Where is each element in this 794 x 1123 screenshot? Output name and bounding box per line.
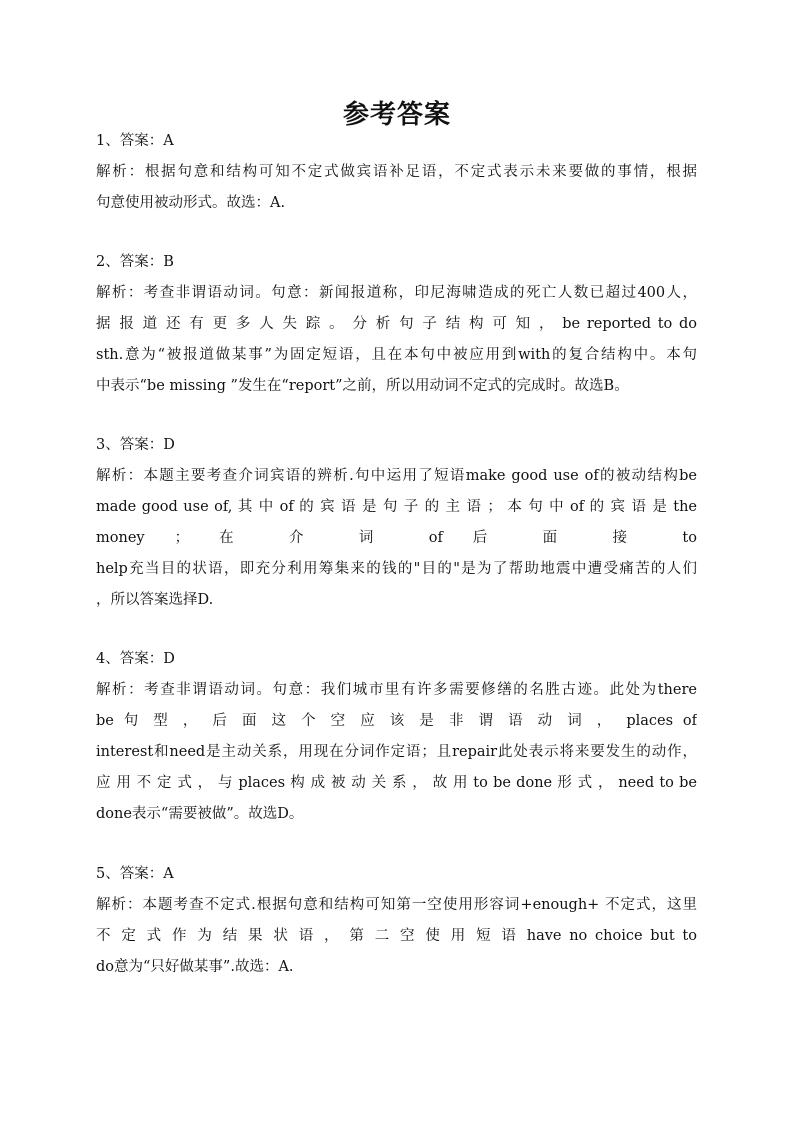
analysis-2-line-4: 中表示“be missing ”发生在“report”之前，所以用动词不定式的完成时。故选B。	[96, 378, 629, 394]
analysis-1-line-1: 解析：根据句意和结构可知不定式做宾语补足语，不定式表示未来要做的事情，根据	[96, 164, 697, 180]
analysis-3-line-1: 解析：本题主要考查介词宾语的辨析.句中运用了短语make good use of的被动结构be	[96, 468, 697, 484]
analysis-1-line-2: 句意使用被动形式。故选：A.	[96, 195, 286, 211]
analysis-3-line-4: help充当目的状语，即充分利用筹集来的钱的"目的"是为了帮助地震中遭受痛苦的人们	[96, 561, 697, 577]
analysis-4-line-2: be 句 型 ， 后 面 这 个 空 应 该 是 非 谓 语 动 词 ， places of	[96, 713, 697, 729]
analysis-3-line-3: money ； 在 介 词 of 后 面 接 to	[96, 530, 697, 546]
analysis-3-line-2: made good use of, 其 中 of 的 宾 语 是 句 子 的 主 语 ； 本 句 中 of 的 宾 语 是 the	[96, 499, 697, 515]
answer-5: 5、答案：A	[96, 866, 174, 882]
analysis-4-line-5: done表示“需要被做”。故选D。	[96, 806, 304, 822]
analysis-2-line-2: 据 报 道 还 有 更 多 人 失 踪 。 分 析 句 子 结 构 可 知 ， be reported to do	[96, 316, 697, 332]
analysis-3-line-5: ，所以答案选择D.	[96, 592, 214, 608]
answer-2: 2、答案：B	[96, 254, 174, 270]
analysis-4-line-4: 应 用 不 定 式 ， 与 places 构 成 被 动 关 系 ， 故 用 to be done 形 式 ， need to be	[96, 775, 697, 791]
analysis-4-line-1: 解析：考查非谓语动词。句意：我们城市里有许多需要修缮的名胜古迹。此处为there	[96, 682, 697, 698]
page-title: 参考答案	[342, 100, 451, 130]
analysis-5-line-2: 不 定 式 作 为 结 果 状 语 ， 第 二 空 使 用 短 语 have no choice but to	[96, 928, 697, 944]
analysis-4-line-3: interest和need是主动关系，用现在分词作定语；且repair此处表示将来要发生的动作，	[96, 744, 697, 760]
answer-4: 4、答案：D	[96, 651, 175, 667]
analysis-5-line-1: 解析：本题考查不定式.根据句意和结构可知第一空使用形容词+enough+ 不定式，这里	[96, 897, 697, 913]
answer-3: 3、答案：D	[96, 437, 175, 453]
analysis-5-line-3: do意为“只好做某事”.故选：A.	[96, 959, 294, 975]
analysis-2-line-3: sth.意为“被报道做某事”为固定短语，且在本句中被应用到with的复合结构中。本句	[96, 347, 697, 363]
answer-1: 1、答案：A	[96, 133, 174, 149]
analysis-2-line-1: 解析：考查非谓语动词。句意：新闻报道称，印尼海啸造成的死亡人数已超过400人，	[96, 285, 697, 301]
